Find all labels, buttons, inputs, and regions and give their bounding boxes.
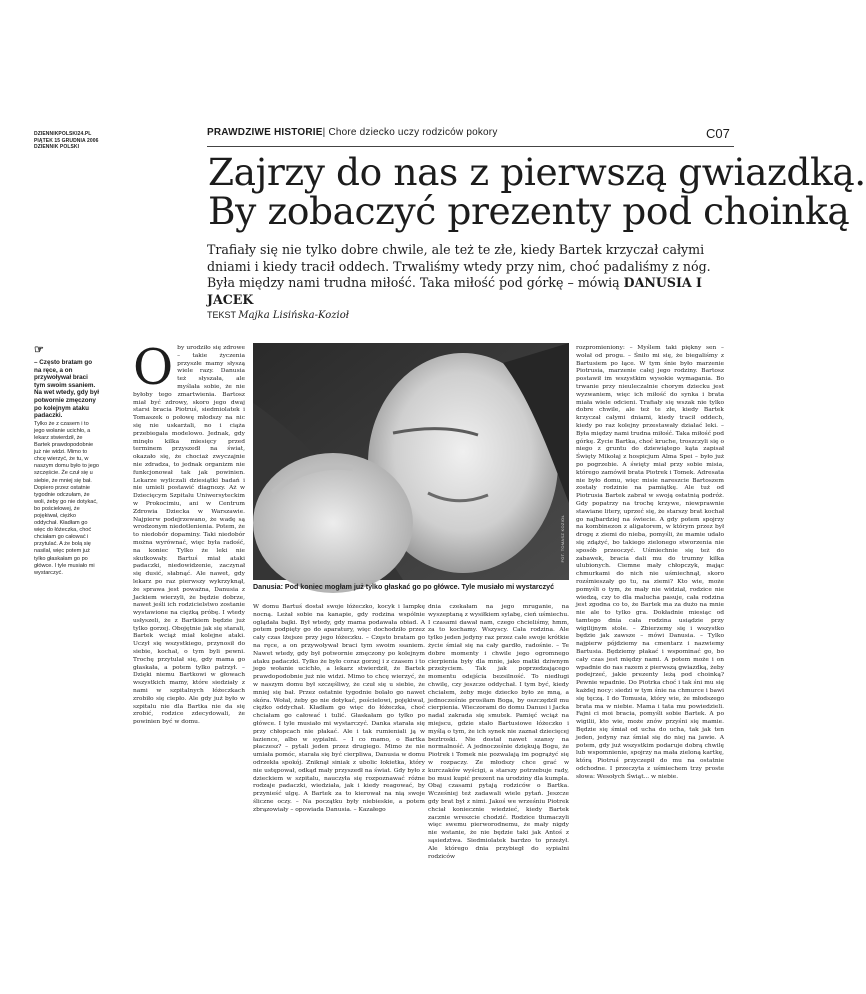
article-photo xyxy=(253,343,569,580)
headline-line-1: Zajrzy do nas z pierwszą gwiazdką. xyxy=(208,150,866,194)
article-column-2: W domu Bartuś dostał swoje łóżeczko, kocyk i lampkę nocną. Leżał sobie na kanapie, gdy rodzina wspólnie oglądała bajki. Był wtedy, gdy mama podawała obiad. A potem podpięty go do aparatury, więc dochodziło przez cały czas lżejsze przy jego łóżeczku. – Często bratam go na ręce, a on przywoływał braci tym swoim ssaniem. Nawet wtedy, gdy był potwornie zmęczony po kolejnym ataku padaczki. Tylko że było coraz gorzej i z czasem i to jego wołanie ucichło, a lekarz stwierdził, że Bartek prawdopodobnie już nie widzi. Mimo to chcę wierzyć, że w naszym domu był szczęśliwy, że czuł się u siebie, że mniej się bał. Przez ostatnie tygodnie bolało go nawet skóra. Wołał, żeby go nie dotykać, pościelowi, pojękiwał, ciężko oddychał. Kładłam go więc do łóżeczka, choć chciałam go całować i tulić. Głaskałam go tylko po główce. I tyle musiało mi wystarczyć. Danka starała się przy chłopcach nie płakać. Ale i tak rumieniali ją w łazience, albo w sypialni. – I co mamo, o Bartka płaczesz? – pytali jeden przez drugiego. Mimo że nie umiała pomóc, starała się być cierpliwa, Danusia w domu odrzekła spokój. Zniknął siniak z ubolic łokietka, który nie ustępował, odkąd mały przyszedł na świat. Gdy było z dzieckiem w szpitalu, nauczyła się rozpoznawać różne rodzaje padaczki, wiedziała, jak i kiedy reagować, by przynieść ulgę. A Bartek za to kierował na nią swoje śliczne oczy. – Na początku były niebieskie, a potem zbrązowiały – opowiada Danusia. – Kazałego xyxy=(253,604,425,813)
sidebar-pull-quote: – Często bratam go na ręce, a on przywoływał braci tym swoim ssaniem. Na wet wtedy, gdy był potwornie zmęczony po kolejnym ataku padaczki. xyxy=(34,359,99,420)
credit-label: TEKST xyxy=(207,310,236,320)
sidebar xyxy=(34,343,100,577)
quote-icon: ☞ xyxy=(34,344,44,356)
sidebar-text: Tylko że z czasem i to jego wołanie ucichło, a lekarz stwierdził, że Bartek prawdopodobnie już nie widzi. Mimo to chcę wierzyć, że tu, w naszym domu było to jego szczęście. Że czuł się u siebie, że mniej się bał. Dopiero przez ostatnie tygodnie odczułam, że woli, żeby go nie dotykać, bo pościelowej, że pojękiwał, ciężko oddychał. Kładłam go więc do łóżeczka, choć chciałam go całować i przytulać. A że bolą się nasilał, więc potem już tylko głaskałam go po główce. I tyle musiało mi wystarczyć. xyxy=(34,420,99,576)
drop-cap: O xyxy=(133,339,174,396)
photo-image xyxy=(253,343,569,580)
author-name: Majka Lisińska-Kozioł xyxy=(238,310,349,321)
section-subtitle: Chore dziecko uczy rodziców pokory xyxy=(328,127,498,138)
masthead-website: DZIENNIKPOLSKI24.PL xyxy=(34,131,92,137)
photo-credit: FOT. TOMASZ KOZIOŁ xyxy=(560,514,565,562)
section-separator: | xyxy=(322,127,329,138)
headline xyxy=(208,150,866,233)
page-number: C07 xyxy=(706,126,730,141)
masthead xyxy=(34,131,99,151)
photo-caption: Danusia: Pod koniec mogłam już tylko głaskać go po główce. Tyle musiało mi wystarczyć xyxy=(253,583,555,591)
article-column-1 xyxy=(133,339,245,915)
article-column-4: rozpromieniony: – Myślem taki piękny sen – wołał od progu. – Śniło mi się, że biegaliśmy z Bartusiem po łące. W tym śnie było marzenie Piotrusia, marzenie całej jego rodziny. Bartosz postawił im wszystkim wysokie wymagania. Bo trwanie przy nieuleczalnie chorym dziecku jest wyzwaniem, więc ich miłość do synka i brata miała wiele odcieni. Trafiały się wszak nie tylko dobre chwile, ale też te złe, kiedy Bartek krzyczał całymi dniami, kiedy tracił oddech, kiedy po raz kolejny przestawały działać leki. – Była między nami trudna miłość. Taka miłość pod górkę. Życie Bartka, choć kruche, troszczyli się o niego z gruntu do dziewiątego kąta zapisał Święty Mikołaj z hospicjum Alma Spei – było już po pogrzebie. A święty miał przy sobie misia, którego zamówił brata Piotrek i Tomek. Adresata nie było domu, więc misie nareszcie Bartoszem zostały rodzinie na pamiątkę. Ale tuż od Piotrusia Bartek zabrał w swoją ostatnią podróż. Gdy popatrzy na trochę krzywe, niewprawnie stawiane litery, uprzeć się, że starszy brat kochał go najbardziej na świecie. A gdy potem spojrzy na kombinezon z aligatorem, w którym przez był drogę z ziemi do nieba, pomyśli, że mamie udało się zdążyć, bo takiego zielonego stworzenia nie sposób przeoczyć. Uśmiechnie się też do zabawek, bracia dali mu do trumny kilka ulubionych. Ciemne mały chłopczyk, mając chmurkami do nich nie uśmiechnął, skoro rozśmieszały go tu, na ziemi? Kto wie, może pomyśli o tym, że mały nie widział, rodzice nie wiedzą, czy to dla malucha pasuje, cała rodzina jest zgodna co to, że Bartek ma za dużo na mnie nie ale to tylko gra. Dokładnie miesiąc od tamtego dnia cała rodzina usiądzie przy wigilijnym stole. – Zbierzemy się i wszystko będzie jak zawsze – mówi Danusia. – Tylko najpierw pójdziemy na cmentarz i nazwiemy Bartusia. Będziemy płakać i wspominać go, bo cały czas jest między nami. A potem może i on wpadnie do nas razem z pierwszą gwiazdką, żeby podejrzeć, jakie prezenty leżą pod choinką? Pewnie wpadnie. Do Piotrka choć i tak śni mu się każdej nocy: siedzi w tym śnie na chmurce i bawi się tęczą. I do Tomusia, który wie, że młodszego brata ma w niebie. Mama i tata mu powiedzieli. Fajni ci moi bracia, pomyśli sobie Bartek. A po wigilii, kto wie, może znów przyśni się mamie. Będzie się śmiał od ucha do ucha, tak jak ten jeden, jedyny raz śmiał się do niej na jawie. A potem, gdy już wszystkim podaruje dobrą chwilę lub wspomnienie, spojrzy na mała zieloną kartkę, którą Piotruś przyczepił do mu na ostatnie odchodne. I przeczyta z uśmiechem trzy proste słowa: Wesołych Świąt... w niebie. xyxy=(576,345,724,780)
article-column-3: dnia czekałam na jego mruganie, na wyszeptaną z wysiłkiem sylabę, cień uśmiechu. I czasami dawał nam, czego chcieliśmy, hmm, za to kochamy. Wszyscy. Cała rodzina. Ale tylko jeden jedyny raz przez całe swoje krótkie życie śmiał się na cały gardło, radośnie. – Te dobre momenty i chwile jego ogromnego cierpienia były dla mnie, jako matki dziwnym przeżyciem. Tak jak poprzedzającego momentu odejścia bezsilność. To niedługi chwilę, czy jeszcze oddychał. I tym być, kiedy chciałem, żeby moje dziecko było ze mną, a jednocześnie prosiłam Boga, by oszczędził mu cierpienia. Wieczorami do domu Danusi i Jacka nadal zakrada się smutek. Pamięć wciąż na miejscu, gdzie stało Bartusiowe łóżeczko i myślą o tym, że ich synek nie zaznał dziecięcej beztroski. Nie dostał nawet szansy na normalność. A jednocześnie dziękują Bogu, że Piotrek i Tomek nie pozwalają im pogrążyć się w rozpaczy. Ze młodszy chce grać w kurczaków wyścigi, a starszy potrzebuje rady, bo musi kupić prezent na urodziny dla kumpla. Obaj czasami pytają rodziców o Bartka. Wcześniej też zadawali wiele pytań. Jeszcze gdy brat był z nimi. Jakoś we wrześniu Piotrek chciał koniecznie wiedzieć, kiedy Bartek zacznie wreszcie chodzić. Rodzice tłumaczyli więc swemu pierworodnemu, że mały nigdy nie wstanie, że nie będzie taki jak Antoś z sąsiedztwa. Siedmiolatek bardzo to przeżył. Ale którego dnia przybiegł do sypialni rodziców xyxy=(428,604,569,860)
lead-speakers: DANUSIA I JACEK xyxy=(207,275,702,307)
headline-line-2: By zobaczyć prezenty pod choinką xyxy=(208,189,850,233)
author-credit xyxy=(207,310,349,321)
lead-text: Trafiały się nie tylko dobre chwile, ale też te złe, kiedy Bartek krzyczał całymi dniami i kiedy tracił oddech. Trwaliśmy wtedy przy nim, choć padaliśmy z nóg. Była między nami trudna miłość. Taka miłość pod górkę – mówią xyxy=(207,242,711,290)
section-header xyxy=(207,127,498,138)
masthead-paper: DZIENNIK POLSKI xyxy=(34,144,80,150)
article-column-1-text: by urodziło się zdrowe – takie życzenia przyszłe mamy słyszą wiele razy. Danusia też słyszała, ale myślała sobie, że nie byłoby tego zmartwienia. Bartosz miał być zdrowy, skoro jego dwaj starsi bracia Piotruś, siedmiolatek i Tomaszek o połowę młodszy na nic się nie uskarżali, no i ciąża przebiegała modelowo. Jednak, gdy minęło kilka miesięcy przed terminem przyszedł na świat, okazało się, że chociaż zwyczajnie nie zdradza, to jednak organizm nie funkcjonował tak jak powinien. Lekarze wyliczali dziesiątki badań i nie umieli postawić diagnozy. Aż w Dziecięcym Szpitalu Uniwersyteckim w Prokocimiu, ani w Centrum Zdrowia Dziecka w Warszawie. Najpierw podejrzewano, że wadę są wrodzonym niedotlenienia. Potem, że to niedobór dopaminy. Taki niedobór można wyrównać, więc była radość, na koniec Tylko że leki nie skutkowały. Bartuś miał ataki padaczki, niedowidzenie, zaczynał się dusić, słabnąć. Ale nawet, gdy lekarz po raz pierwszy wykrzyknął, że sprawa jest poważna, Danusia z Jackiem wierzyli, że będzie dobrze, nawet jeśli ich rodzicielstwo zostanie wystawione na ciężką próbę. I wtedy usłyszeli, że z Bartkiem będzie już tylko gorzej. Obojętnie jak się starali, Bartek wciąż miał kolejne ataki. Uczył się wszystkiego, przynosił do siebie, kochał, o tym byli pewni. Trochę przytulał się, gdy mama go głaskała, a potem tylko patrzył. – Dzięki niemu Bartkowi w głowach wszystkich mamy, które siedziały z nami w szpitalnych łóżeczkach zrobiło się ciepło. Ale gdy już było w szpitalu nie dla Bartka nie da się zrobić, rodzice zdecydowali, że powinien być w domu. xyxy=(133,345,245,726)
lead-paragraph xyxy=(207,242,734,308)
section-label: PRAWDZIWE HISTORIE xyxy=(207,127,323,138)
masthead-date: PIĄTEK 15 GRUDNIA 2006 xyxy=(34,137,99,144)
header-rule xyxy=(207,146,734,147)
